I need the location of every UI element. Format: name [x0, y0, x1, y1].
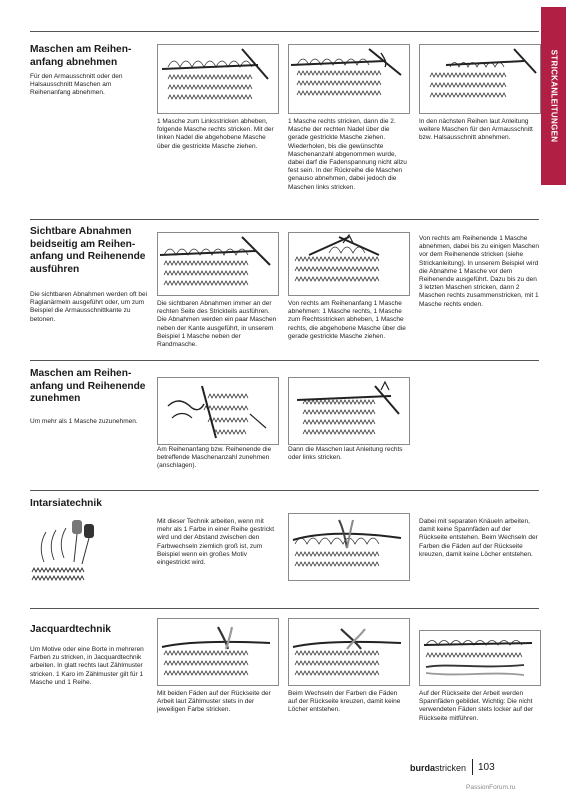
section-heading: Maschen am Reihen- anfang abnehmen: [30, 44, 132, 68]
step-caption: Von rechts am Reihenanfang 1 Masche abnehmen: 1 Masche rechts, 1 Masche zum Rechtsstricken abheben, 1 Masche rechts, die abgehobene Masche über die gerade gestrickte Masche ziehen.: [288, 300, 406, 340]
knitting-illustration: [157, 377, 279, 445]
section-intro: Die sichtbaren Abnahmen werden oft bei Raglanärmeln ausgeführt oder, um zum Beispiel die Armausschnittkante zu betonen.: [30, 291, 148, 323]
step-caption: Am Reihenanfang bzw. Reihenende die betreffende Maschenanzahl zunehmen (anschlagen).: [157, 446, 272, 470]
step-caption: Mit dieser Technik arbeiten, wenn mit mehr als 1 Farbe in einer Reihe gestrickt wird und der Abstand zwischen den Farbwechseln ziemlich groß ist, zum Beispiel wenn ein großes Motiv eingestrickt wird.: [157, 518, 275, 567]
section-heading: Intarsiatechnik: [30, 498, 102, 509]
knitting-illustration: [157, 232, 279, 296]
section-heading: Sichtbare Abnahmen beidseitig am Reihen-anfang und Reihenende ausführen: [30, 226, 146, 275]
step-caption: Von rechts am Reihenende 1 Masche abnehmen, dabei bis zu einigen Maschen vor dem Reihenende stricken (siehe Strickanleitung). In unserem Beispiel wird die Abnahme 1 Masche vor dem Reihenende ausgeführt. Dazu bis zu den 3 letzten Maschen stricken, dann 2 Maschen rechts zusammenstricken, mit 1 Masche rechts enden.: [419, 235, 539, 308]
step-caption: Dann die Maschen laut Anleitung rechts oder links stricken.: [288, 446, 403, 462]
footer-divider: [472, 759, 473, 775]
magazine-brand: burdastricken: [410, 763, 467, 773]
section-divider: [30, 360, 539, 361]
section-tab-label: STRICKANLEITUNGEN: [549, 49, 558, 143]
section-intro: Um Motive oder eine Borte in mehreren Farben zu stricken, in Jacquardtechnik arbeiten. In glatt rechts laut Zählmuster stricken. 1 Karo im Zählmuster gilt für 1 Masche und 1 Reihe.: [30, 646, 144, 686]
section-intro: Für den Armausschnitt oder den Halsausschnitt Maschen am Reihenanfang abnehmen.: [30, 73, 123, 97]
page-number: 103: [478, 762, 495, 773]
step-caption: Dabei mit separaten Knäueln arbeiten, damit keine Spannfäden auf der Rückseite entstehen. Beim Wechseln der Farben die Fäden auf der Rückseite kreuzen, damit keine Löcher entstehen.: [419, 518, 538, 558]
knitting-illustration: [157, 44, 279, 114]
section-tab: [541, 7, 566, 185]
knitting-illustration: [288, 618, 410, 686]
section-divider: [30, 490, 539, 491]
knitting-illustration: [419, 44, 541, 114]
knitting-illustration: [288, 44, 410, 114]
step-caption: Auf der Rückseite der Arbeit werden Spannfäden gebildet. Wichtig: Die nicht verwendeten Fäden stets locker auf der Rückseite mitführen.: [419, 690, 534, 722]
step-caption: 1 Masche zum Linksstricken abheben, folgende Masche rechts stricken. Mit der linken Nadel die abgehobene Masche über die gestrickte Masche ziehen.: [157, 118, 274, 150]
step-caption: In den nächsten Reihen laut Anleitung weitere Maschen für den Armausschnitt bzw. Halsausschnitt abnehmen.: [419, 118, 533, 142]
step-caption: Die sichtbaren Abnahmen immer an der rechten Seite des Strickteils ausführen. Die Abnahmen werden ein paar Maschen neben der Kante ausgeführt, in unserem Beispiel 1 Masche neben der Randmasche.: [157, 300, 277, 349]
knitting-illustration: [288, 232, 410, 296]
knitting-illustration: [288, 513, 410, 581]
section-divider: [30, 608, 539, 609]
step-caption: 1 Masche rechts stricken, dann die 2. Masche der rechten Nadel über die gerade gestrickte Masche ziehen. Wiederholen, bis die gewünschte Maschenanzahl abgenommen wurde, dabei darf die Fadenspannung nicht allzu fest sein. In der Rückreihe die Maschen genauso abnehmen, dabei jedoch die Maschen links stricken.: [288, 118, 407, 191]
section-heading: Maschen am Reihen- anfang und Reihenende zunehmen: [30, 368, 146, 404]
step-caption: Beim Wechseln der Farben die Fäden auf der Rückseite kreuzen, damit keine Löcher entstehen.: [288, 690, 401, 714]
step-caption: Mit beiden Fäden auf der Rückseite der Arbeit laut Zählmuster stets in der jeweiligen Farbe stricken.: [157, 690, 271, 714]
knitting-illustration: [419, 630, 541, 686]
section-divider: [30, 219, 539, 220]
knitting-illustration: [30, 512, 148, 584]
section-divider: [30, 31, 539, 32]
watermark: PassionForum.ru: [466, 784, 516, 791]
knitting-illustration: [288, 377, 410, 445]
section-heading: Jacquardtechnik: [30, 624, 111, 635]
section-intro: Um mehr als 1 Masche zuzunehmen.: [30, 418, 138, 425]
knitting-illustration: [157, 618, 279, 686]
